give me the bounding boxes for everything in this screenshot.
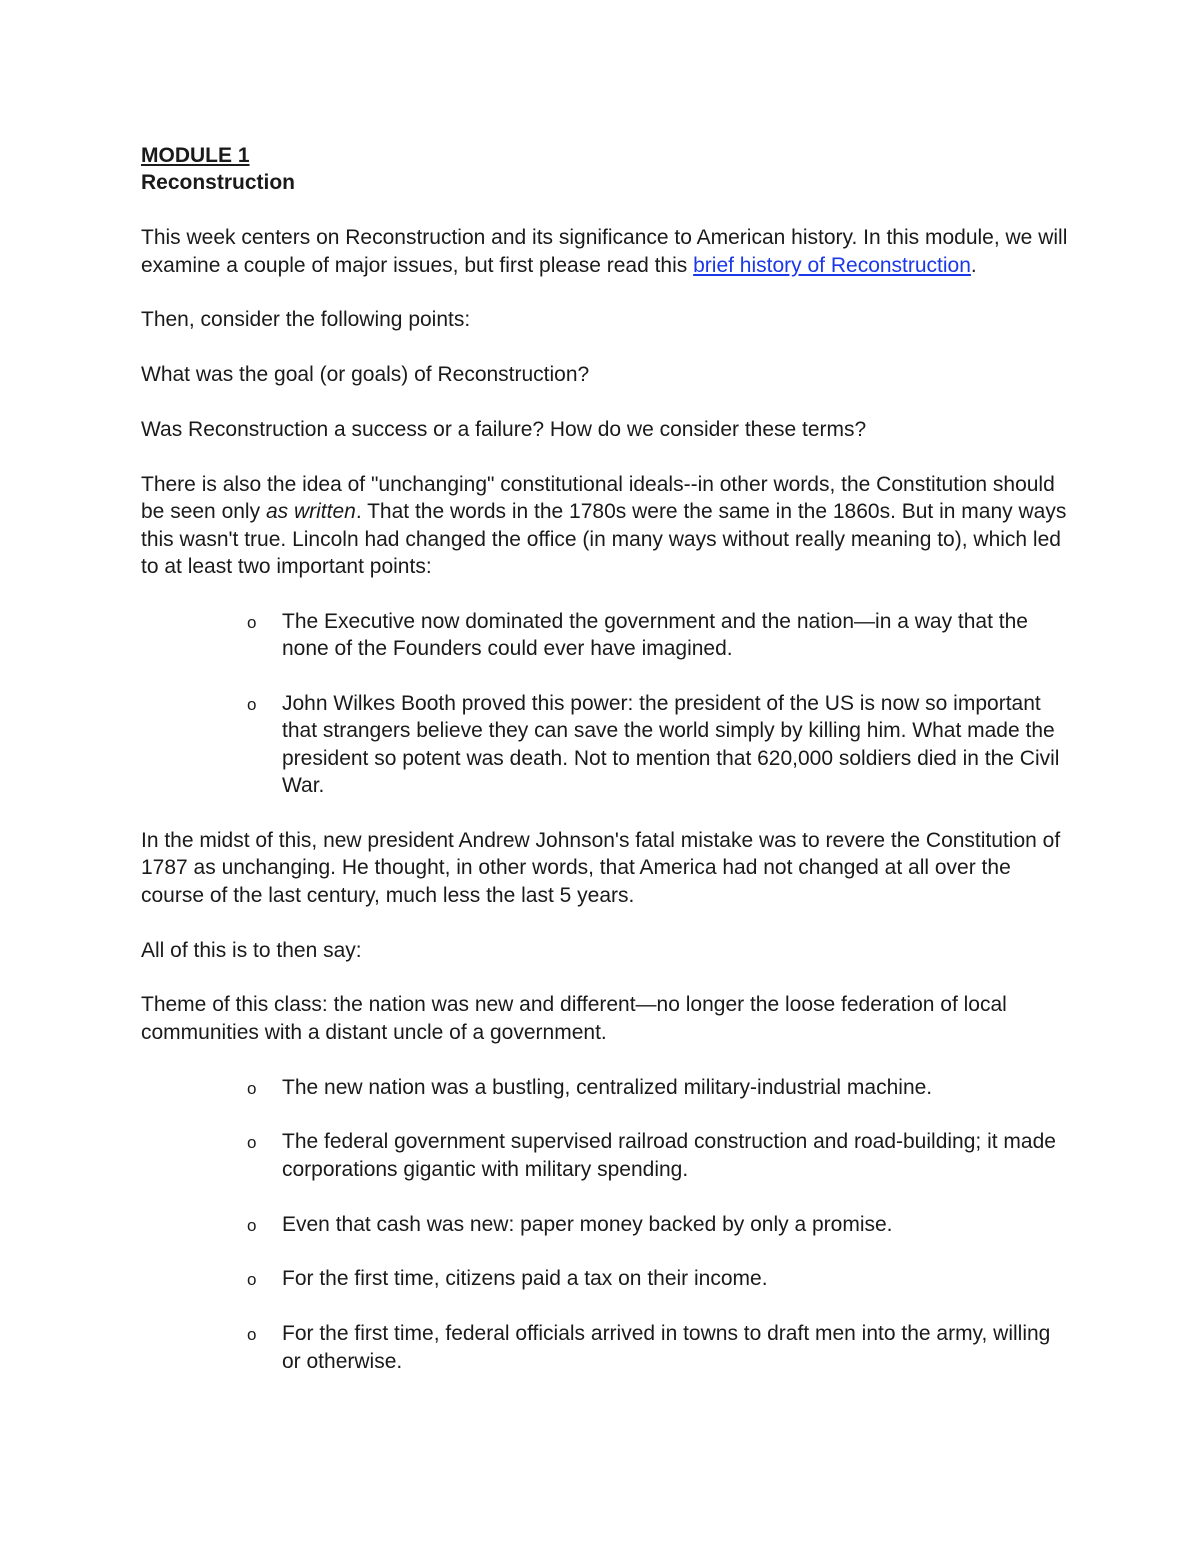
list-item-text: For the first time, federal officials arrived in towns to draft men into the army, willing or otherwise. — [282, 1322, 1051, 1373]
module-heading: MODULE 1 — [141, 144, 250, 167]
constitution-paragraph — [141, 471, 1071, 581]
constitution-text-end: . That the words in the 1780s were the same in the 1860s. But in many ways this wasn't true. Lincoln had changed the office (in many ways without really meaning to), which led to at least two important points: — [141, 500, 1067, 579]
as-written-emphasis: as written — [265, 500, 356, 524]
new-nation-points-list — [141, 1074, 1071, 1375]
bullet-icon: o — [247, 695, 257, 715]
document-body — [141, 142, 1071, 1402]
bullet-icon: o — [247, 612, 257, 632]
list-item — [141, 1320, 1071, 1375]
bullet-icon: o — [247, 1270, 257, 1290]
executive-points-list — [141, 608, 1071, 800]
list-item — [141, 1128, 1071, 1183]
intro-end: . — [970, 253, 977, 277]
brief-history-link[interactable]: brief history of Reconstruction — [693, 253, 971, 277]
bullet-icon: o — [247, 1078, 257, 1098]
all-of-this-paragraph: All of this is to then say: — [141, 938, 362, 962]
list-item-text: Even that cash was new: paper money backed by only a promise. — [282, 1212, 893, 1236]
consider-paragraph: Then, consider the following points: — [141, 308, 471, 332]
question-success: Was Reconstruction a success or a failure? How do we consider these terms? — [141, 418, 867, 441]
bullet-icon: o — [247, 1215, 257, 1235]
johnson-paragraph: In the midst of this, new president Andrew Johnson's fatal mistake was to revere the Constitution of 1787 as unchanging. He thought, in other words, that America had not changed at all over the course of the last century, much less the last 5 years. — [141, 829, 1061, 907]
list-item — [141, 608, 1071, 663]
list-item — [141, 690, 1071, 800]
question-goal: What was the goal (or goals) of Reconstruction? — [141, 363, 590, 387]
list-item — [141, 1265, 1071, 1292]
list-item — [141, 1211, 1071, 1238]
list-item-text: For the first time, citizens paid a tax on their income. — [282, 1267, 768, 1291]
list-item-text: The federal government supervised railroad construction and road-building; it made corporations gigantic with military spending. — [282, 1130, 1056, 1181]
bullet-icon: o — [247, 1325, 257, 1345]
intro-text: This week centers on Reconstruction and its significance to American history. In this module, we will examine a couple of major issues, but first please read this — [141, 226, 1068, 277]
list-item-text: The new nation was a bustling, centralized military-industrial machine. — [282, 1075, 933, 1099]
intro-paragraph — [141, 224, 1071, 279]
bullet-icon: o — [247, 1133, 257, 1153]
list-item-text: The Executive now dominated the government and the nation—in a way that the none of the Founders could ever have imagined. — [282, 609, 1028, 661]
module-title: Reconstruction — [141, 171, 296, 195]
list-item-text: John Wilkes Booth proved this power: the president of the US is now so important that strangers believe they can save the world simply by killing him. What made the president so potent was death. Not to mention that 620,000 soldiers died in the Civil War. — [282, 692, 1060, 798]
constitution-text: There is also the idea of "unchanging" constitutional ideals--in other words, the Constitution should be seen only — [141, 472, 1055, 524]
list-item — [141, 1074, 1071, 1101]
theme-paragraph: Theme of this class: the nation was new and different—no longer the loose federation of local communities with a distant uncle of a government. — [141, 993, 1007, 1044]
